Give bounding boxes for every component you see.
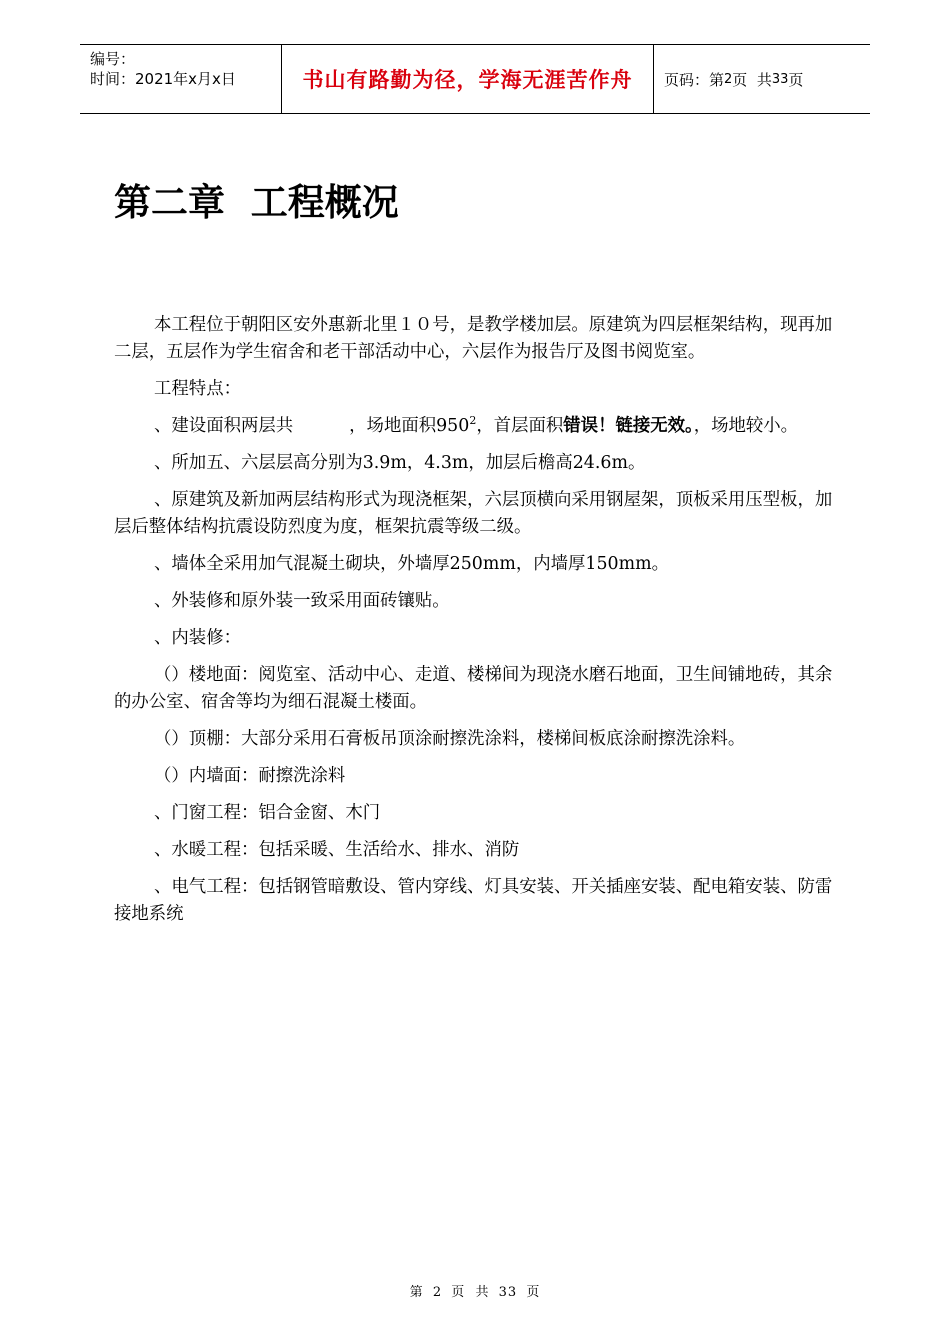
feature-item-2: 、所加五、六层层高分别为3.9m，4.3m，加层后檐高24.6m。 xyxy=(154,453,646,473)
footer-mid: 页 共 xyxy=(451,1285,490,1300)
page-total: 33 xyxy=(771,71,789,87)
feature-item-3: 、原建筑及新加两层结构形式为现浇框架，六层顶横向采用钢屋架，顶板采用压型板，加层后整体结构抗震设防烈度为度，框架抗震等级二级。 xyxy=(114,490,833,537)
item1-part-a: 、建设面积两层共 xyxy=(154,416,294,436)
item1-part-d: ，场地较小。 xyxy=(693,416,799,436)
features-heading: 工程特点： xyxy=(154,379,241,399)
header-meta xyxy=(80,45,281,113)
footer-prefix: 第 xyxy=(409,1285,424,1300)
page-mid: 页 共 xyxy=(732,70,772,89)
chapter-title: 第二章 工程概况 xyxy=(114,181,399,224)
page-end: 页 xyxy=(788,70,804,89)
document-body xyxy=(114,312,842,938)
feature-item-7: 、门窗工程：铝合金窗、木门 xyxy=(154,803,381,823)
header-motto: 书山有路勤为径，学海无涯苦作舟 xyxy=(281,45,654,113)
feature-item-5: 、外装修和原外装一致采用面砖镶贴。 xyxy=(154,591,450,611)
footer-page: 2 xyxy=(432,1285,443,1300)
page-number: 2 xyxy=(724,71,733,87)
superscript: 2 xyxy=(469,414,477,428)
header-page-info xyxy=(654,45,870,113)
feature-subitem-6-3: （）内墙面：耐擦洗涂料 xyxy=(154,766,346,786)
feature-subitem-6-1: （）楼地面：阅览室、活动中心、走道、楼梯间为现浇水磨石地面，卫生间铺地砖，其余的办公室、宿舍等均为细石混凝土楼面。 xyxy=(114,665,833,712)
footer-suffix: 页 xyxy=(526,1285,541,1300)
time-label: 时间：2021年x月x日 xyxy=(90,70,236,88)
item1-part-c: ，首层面积 xyxy=(476,416,564,436)
number-label: 编号： xyxy=(90,50,136,68)
feature-subitem-6-2: （）顶棚：大部分采用石膏板吊顶涂耐擦洗涂料，楼梯间板底涂耐擦洗涂料。 xyxy=(154,729,746,749)
link-error-text: 错误！链接无效。 xyxy=(563,416,694,436)
feature-item-4: 、墙体全采用加气混凝土砌块，外墙厚250mm，内墙厚150mm。 xyxy=(154,554,669,574)
feature-item-9: 、电气工程：包括钢管暗敷设、管内穿线、灯具安装、开关插座安装、配电箱安装、防雷接地系统 xyxy=(114,877,833,924)
feature-item-6: 、内装修： xyxy=(154,628,241,648)
footer-total: 33 xyxy=(498,1285,518,1300)
intro-paragraph: 本工程位于朝阳区安外惠新北里１０号，是教学楼加层。原建筑为四层框架结构，现再加二层，五层作为学生宿舍和老干部活动中心，六层作为报告厅及图书阅览室。 xyxy=(114,315,833,362)
page-footer xyxy=(0,1281,950,1300)
feature-item-8: 、水暖工程：包括采暖、生活给水、排水、消防 xyxy=(154,840,520,860)
page-header xyxy=(80,44,870,114)
item1-part-b: ，场地面积950 xyxy=(349,416,470,436)
feature-item-1 xyxy=(114,413,842,440)
page-label: 页码：第 xyxy=(664,70,725,89)
